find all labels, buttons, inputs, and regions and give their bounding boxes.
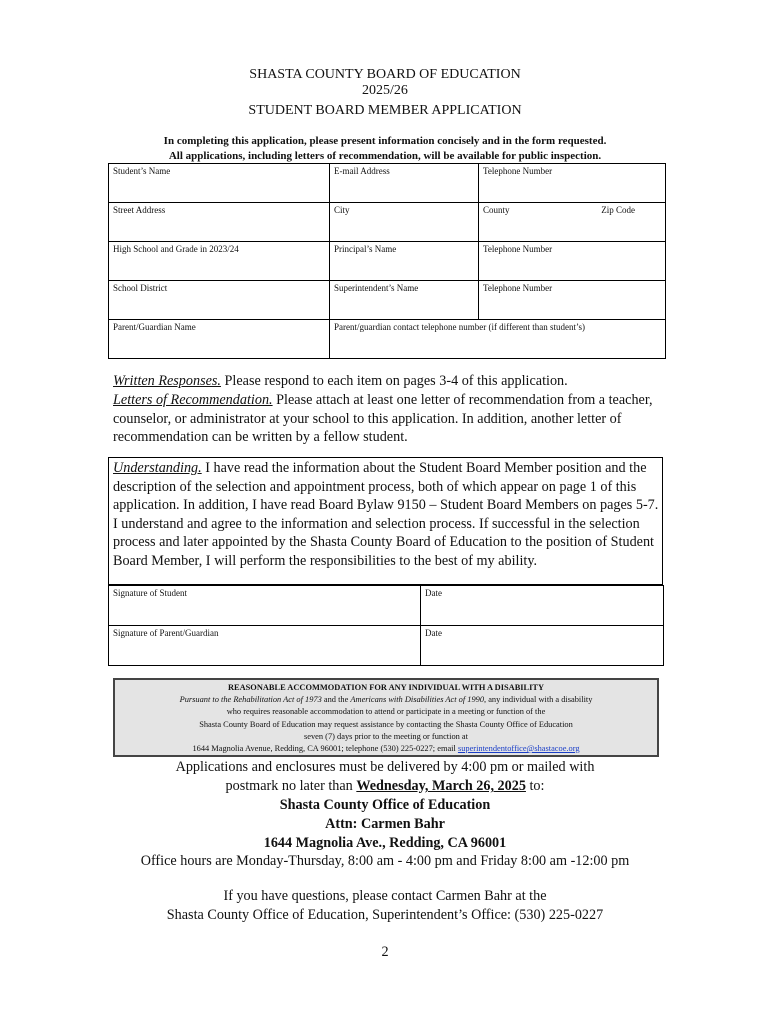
city-field[interactable] xyxy=(330,203,479,242)
guardian-signature-field[interactable] xyxy=(109,626,421,666)
letters-text: Please attach at least one letter of recommendation from a teacher, counselor, or administrator at your school to this application. In addition, another letter of recommendation can be written by a fellow student. xyxy=(113,392,653,445)
street-field[interactable] xyxy=(109,203,330,242)
guardian-signature-label: Signature of Parent/Guardian xyxy=(113,628,219,638)
written-responses-heading: Written Responses. xyxy=(113,373,221,389)
accommodation-line-1-end: , any individual with a disability xyxy=(484,695,593,705)
guardian-date-label: Date xyxy=(425,628,442,638)
understanding-heading: Understanding. xyxy=(113,460,202,476)
doc-subtitle: STUDENT BOARD MEMBER APPLICATION xyxy=(248,103,522,118)
delivery-line-2-pre: postmark no later than xyxy=(225,778,357,794)
student-signature-label: Signature of Student xyxy=(113,588,187,598)
principal-telephone-label: Telephone Number xyxy=(483,244,553,254)
district-label: School District xyxy=(113,283,168,293)
accommodation-and: and the xyxy=(321,695,351,705)
accommodation-line-2: who requires reasonable accommodation to attend or participate in a meeting or function of the xyxy=(226,707,546,717)
rehab-act: Pursuant to the Rehabilitation Act of 1973 xyxy=(179,695,322,705)
doc-title: SHASTA COUNTY BOARD OF EDUCATION xyxy=(249,67,521,82)
student-info-table xyxy=(108,163,666,359)
delivery-line-1: Applications and enclosures must be delivered by 4:00 pm or mailed with xyxy=(175,759,595,775)
principal-telephone-field[interactable] xyxy=(479,242,666,281)
superintendent-email-link[interactable]: superintendentoffice@shastacoe.org xyxy=(457,744,580,754)
guardian-date-field[interactable] xyxy=(421,626,664,666)
principal-field[interactable] xyxy=(330,242,479,281)
letters-of-recommendation xyxy=(113,391,661,447)
guardian-name-field[interactable] xyxy=(109,320,330,359)
delivery-org: Shasta County Office of Education xyxy=(279,797,491,813)
written-responses-text: Please respond to each item on pages 3-4 of this application. xyxy=(220,373,568,389)
accommodation-line-1 xyxy=(115,694,657,706)
delivery-attn: Attn: Carmen Bahr xyxy=(325,816,445,832)
street-label: Street Address xyxy=(113,205,166,215)
student-date-label: Date xyxy=(425,588,442,598)
office-hours: Office hours are Monday-Thursday, 8:00 am - 4:00 pm and Friday 8:00 am -12:00 pm xyxy=(140,853,630,869)
superintendent-telephone-label: Telephone Number xyxy=(483,283,553,293)
letters-heading: Letters of Recommendation. xyxy=(113,392,273,408)
instructions-line-1: In completing this application, please present information concisely and in the form requested. xyxy=(163,135,607,147)
ada-act: Americans with Disabilities Act of 1990 xyxy=(350,695,485,705)
email-label: E-mail Address xyxy=(334,166,390,176)
superintendent-label: Superintendent’s Name xyxy=(334,283,419,293)
student-name-field[interactable] xyxy=(109,164,330,203)
accommodation-line-5 xyxy=(115,743,657,755)
understanding-text: I have read the information about the Student Board Member position and the description of the selection and appointment process, both of which appear on page 1 of this application. In addition, I have read Board Bylaw 9150 – Student Board Members on pages 5-7. I understand and agree to the information and selection process. If successful in the selection process and later appointed by the Shasta County Board of Education to the position of Student Board Member, I will perform the responsibilities to the best of my ability. xyxy=(113,460,659,569)
school-grade-field[interactable] xyxy=(109,242,330,281)
county-zip-field[interactable] xyxy=(479,203,666,242)
city-label: City xyxy=(334,205,350,215)
student-signature-field[interactable] xyxy=(109,586,421,626)
written-responses xyxy=(113,372,661,391)
accommodation-address: 1644 Magnolia Avenue, Redding, CA 96001; telephone (530) 225-0227; email xyxy=(192,744,458,754)
accommodation-heading: REASONABLE ACCOMMODATION FOR ANY INDIVIDUAL WITH A DISABILITY xyxy=(227,683,545,692)
contact-line-2: Shasta County Office of Education, Superintendent’s Office: (530) 225-0227 xyxy=(166,907,604,923)
guardian-name-label: Parent/Guardian Name xyxy=(113,322,196,332)
delivery-line-2-post: to: xyxy=(525,778,545,794)
accommodation-notice xyxy=(113,678,659,757)
student-date-field[interactable] xyxy=(421,586,664,626)
guardian-phone-field[interactable] xyxy=(330,320,666,359)
telephone-label: Telephone Number xyxy=(483,166,553,176)
instructions-line-2: All applications, including letters of recommendation, will be available for public inspection. xyxy=(168,150,602,162)
contact-line-1: If you have questions, please contact Carmen Bahr at the xyxy=(223,888,547,904)
understanding-statement xyxy=(113,459,659,570)
student-name-label: Student’s Name xyxy=(113,166,171,176)
school-grade-label: High School and Grade in 2023/24 xyxy=(113,244,239,254)
signature-table xyxy=(108,585,664,666)
accommodation-line-3: Shasta County Board of Education may request assistance by contacting the Shasta County Office of Education xyxy=(199,719,573,729)
accommodation-line-4: seven (7) days prior to the meeting or function at xyxy=(304,731,468,741)
email-field[interactable] xyxy=(330,164,479,203)
county-label: County xyxy=(483,205,510,215)
principal-label: Principal’s Name xyxy=(334,244,397,254)
superintendent-telephone-field[interactable] xyxy=(479,281,666,320)
zip-label: Zip Code xyxy=(601,205,635,215)
delivery-line-2 xyxy=(0,777,770,796)
page-number: 2 xyxy=(381,944,389,960)
guardian-phone-label: Parent/guardian contact telephone number (if different than student’s) xyxy=(334,322,585,332)
doc-year: 2025/26 xyxy=(362,83,408,98)
telephone-field[interactable] xyxy=(479,164,666,203)
delivery-address: 1644 Magnolia Ave., Redding, CA 96001 xyxy=(263,835,507,851)
district-field[interactable] xyxy=(109,281,330,320)
superintendent-field[interactable] xyxy=(330,281,479,320)
deadline-date: Wednesday, March 26, 2025 xyxy=(356,778,526,794)
